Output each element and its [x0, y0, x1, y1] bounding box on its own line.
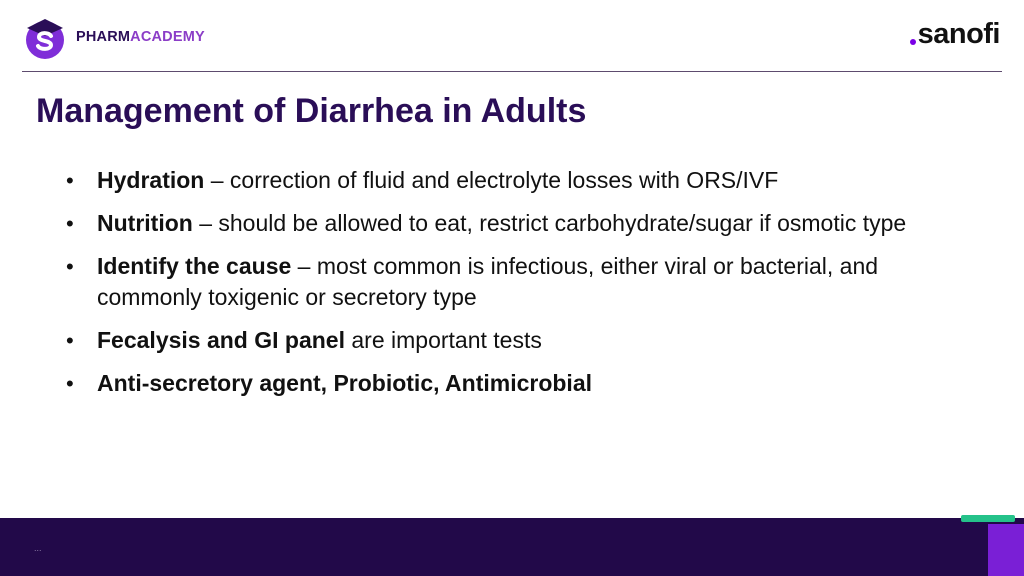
bullet-dot-icon: • — [66, 211, 74, 236]
bullet-item-tests — [66, 325, 966, 356]
bullet-rest: – should be allowed to eat, restrict carbohydrate/sugar if osmotic type — [192, 210, 907, 236]
bullet-rest: – correction of fluid and electrolyte losses with ORS/IVF — [204, 167, 779, 193]
bullet-bold: Nutrition — [97, 210, 193, 236]
header-divider — [22, 71, 1002, 72]
bullet-item-agents — [66, 368, 966, 399]
sanofi-wordmark: sanofi — [917, 18, 1000, 50]
bullet-dot-icon: • — [66, 328, 74, 353]
footer-mark: ... — [34, 543, 42, 553]
sanofi-logo — [910, 20, 1000, 49]
bullet-text — [97, 368, 966, 399]
bullet-bold: Hydration — [97, 167, 205, 193]
bullet-rest: are important tests — [345, 327, 542, 353]
bullet-dot-icon: • — [66, 371, 74, 396]
pharmacademy-logo — [22, 14, 205, 60]
logo-text-academy: ACADEMY — [130, 29, 205, 45]
bullet-bold: Anti-secretory agent, Probiotic, Antimicrobial — [97, 370, 593, 396]
logo-text — [76, 29, 205, 45]
sanofi-dot-icon — [910, 39, 916, 45]
bullet-rest: – most common is infectious, either viral or bacterial, and commonly toxigenic or secretory type — [97, 253, 879, 310]
bullet-text — [97, 208, 966, 239]
bullet-dot-icon: • — [66, 168, 74, 193]
footer-accent-purple — [988, 524, 1024, 576]
bullet-text — [97, 165, 966, 196]
bullet-text — [97, 251, 966, 313]
footer-bar — [0, 518, 1024, 576]
bullet-item-hydration — [66, 165, 966, 196]
bullet-text — [97, 325, 966, 356]
bullet-list — [66, 165, 966, 411]
footer-accent-green — [961, 515, 1015, 522]
slide-title: Management of Diarrhea in Adults — [36, 92, 587, 130]
bullet-item-nutrition — [66, 208, 966, 239]
logo-text-pharm: PHARM — [76, 29, 131, 45]
bullet-bold: Identify the cause — [97, 253, 292, 279]
bullet-bold: Fecalysis and GI panel — [97, 327, 345, 353]
graduation-cap-s-icon — [22, 14, 68, 60]
bullet-dot-icon: • — [66, 254, 74, 279]
bullet-item-cause — [66, 251, 966, 313]
